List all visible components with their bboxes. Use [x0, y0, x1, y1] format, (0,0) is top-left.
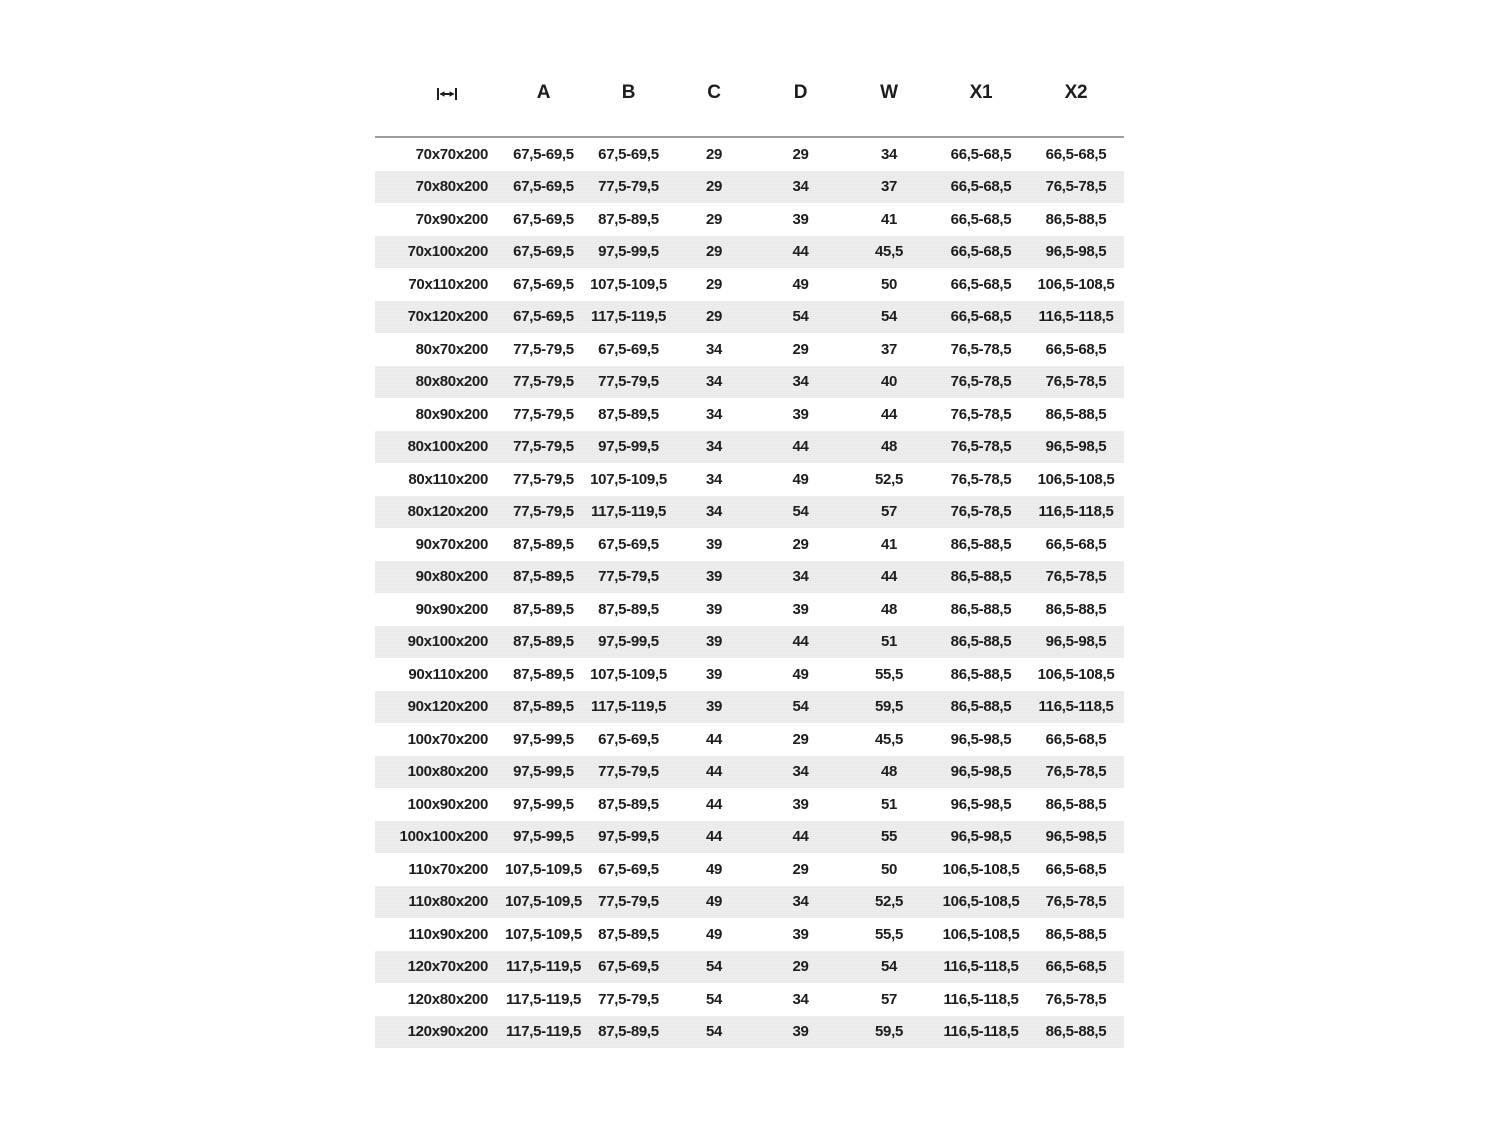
- value-cell: 66,5-68,5: [1045, 535, 1107, 553]
- value-cell: 66,5-68,5: [1045, 145, 1107, 163]
- value-cell: 87,5-89,5: [513, 568, 574, 586]
- value-cell: 39: [792, 210, 809, 228]
- value-cell: 77,5-79,5: [598, 373, 659, 391]
- value-cell: 66,5-68,5: [1045, 340, 1107, 358]
- table-row: [375, 918, 1124, 951]
- value-cell: 50: [880, 275, 898, 293]
- size-cell: 100x80x200: [407, 763, 488, 781]
- value-cell: 34: [705, 373, 723, 391]
- table-row: [375, 951, 1124, 984]
- value-cell: 49: [705, 860, 723, 878]
- value-cell: 96,5-98,5: [950, 730, 1012, 748]
- value-cell: 44: [705, 795, 723, 813]
- value-cell: 116,5-118,5: [943, 958, 1019, 976]
- value-cell: 49: [792, 665, 809, 683]
- value-cell: 67,5-69,5: [598, 535, 659, 553]
- value-cell: 34: [705, 405, 723, 423]
- table-row: [375, 1016, 1124, 1049]
- column-header-c: C: [671, 75, 757, 137]
- value-cell: 44: [705, 763, 723, 781]
- size-cell: 70x80x200: [415, 178, 488, 196]
- table-row: [375, 333, 1124, 366]
- value-cell: 97,5-99,5: [598, 438, 659, 456]
- value-cell: 106,5-108,5: [942, 925, 1020, 943]
- size-cell: 90x120x200: [407, 698, 488, 716]
- value-cell: 96,5-98,5: [950, 763, 1012, 781]
- size-cell: 70x90x200: [415, 210, 488, 228]
- value-cell: 106,5-108,5: [1037, 665, 1115, 683]
- value-cell: 96,5-98,5: [1045, 438, 1107, 456]
- size-cell: 120x80x200: [407, 990, 488, 1008]
- column-header-a: A: [501, 75, 586, 137]
- value-cell: 76,5-78,5: [1045, 178, 1107, 196]
- value-cell: 87,5-89,5: [513, 600, 574, 618]
- value-cell: 67,5-69,5: [513, 178, 574, 196]
- value-cell: 77,5-79,5: [513, 405, 574, 423]
- value-cell: 87,5-89,5: [598, 600, 659, 618]
- value-cell: 97,5-99,5: [513, 795, 574, 813]
- table-row: [375, 398, 1124, 431]
- value-cell: 86,5-88,5: [1045, 405, 1107, 423]
- value-cell: 66,5-68,5: [1045, 958, 1107, 976]
- value-cell: 54: [792, 503, 809, 521]
- value-cell: 40: [880, 373, 898, 391]
- value-cell: 107,5-109,5: [505, 860, 582, 878]
- value-cell: 44: [792, 438, 809, 456]
- value-cell: 77,5-79,5: [513, 373, 574, 391]
- size-cell: 110x90x200: [408, 925, 488, 943]
- size-cell: 120x70x200: [407, 958, 488, 976]
- value-cell: 34: [792, 893, 809, 911]
- value-cell: 39: [705, 633, 723, 651]
- value-cell: 116,5-118,5: [1038, 503, 1114, 521]
- value-cell: 34: [705, 503, 723, 521]
- value-cell: 49: [792, 470, 809, 488]
- value-cell: 44: [792, 633, 809, 651]
- table-row: [375, 626, 1124, 659]
- table-row: [375, 658, 1124, 691]
- column-header-x2: X2: [1028, 75, 1124, 137]
- value-cell: 76,5-78,5: [1045, 568, 1107, 586]
- value-cell: 49: [705, 925, 723, 943]
- value-cell: 116,5-118,5: [943, 990, 1019, 1008]
- value-cell: 107,5-109,5: [590, 470, 667, 488]
- value-cell: 67,5-69,5: [598, 860, 659, 878]
- value-cell: 29: [705, 145, 723, 163]
- value-cell: 67,5-69,5: [513, 308, 574, 326]
- value-cell: 54: [880, 958, 898, 976]
- value-cell: 97,5-99,5: [513, 828, 574, 846]
- value-cell: 76,5-78,5: [950, 470, 1012, 488]
- table-row: [375, 593, 1124, 626]
- value-cell: 86,5-88,5: [950, 535, 1012, 553]
- value-cell: 87,5-89,5: [513, 665, 574, 683]
- value-cell: 97,5-99,5: [598, 828, 659, 846]
- value-cell: 34: [792, 568, 809, 586]
- size-cell: 70x110x200: [408, 275, 488, 293]
- column-header-x1: X1: [934, 75, 1028, 137]
- value-cell: 67,5-69,5: [513, 210, 574, 228]
- size-cell: 110x70x200: [408, 860, 488, 878]
- value-cell: 117,5-119,5: [505, 1023, 582, 1041]
- value-cell: 51: [880, 795, 898, 813]
- table-row: [375, 756, 1124, 789]
- table-row: [375, 561, 1124, 594]
- value-cell: 29: [705, 178, 723, 196]
- value-cell: 86,5-88,5: [1045, 795, 1107, 813]
- table-row: [375, 496, 1124, 529]
- value-cell: 87,5-89,5: [513, 633, 574, 651]
- value-cell: 96,5-98,5: [1045, 633, 1107, 651]
- value-cell: 54: [705, 958, 723, 976]
- value-cell: 67,5-69,5: [598, 730, 659, 748]
- value-cell: 39: [705, 568, 723, 586]
- value-cell: 87,5-89,5: [513, 698, 574, 716]
- value-cell: 37: [880, 178, 898, 196]
- value-cell: 29: [792, 340, 809, 358]
- table-row: [375, 983, 1124, 1016]
- value-cell: 50: [880, 860, 898, 878]
- size-cell: 100x90x200: [407, 795, 488, 813]
- value-cell: 54: [880, 308, 898, 326]
- value-cell: 117,5-119,5: [590, 503, 667, 521]
- value-cell: 29: [705, 275, 723, 293]
- value-cell: 39: [792, 600, 809, 618]
- value-cell: 106,5-108,5: [942, 893, 1020, 911]
- value-cell: 86,5-88,5: [950, 698, 1012, 716]
- size-cell: 90x70x200: [415, 535, 488, 553]
- value-cell: 86,5-88,5: [950, 600, 1012, 618]
- table-header: [375, 75, 1124, 137]
- value-cell: 66,5-68,5: [1045, 730, 1107, 748]
- value-cell: 106,5-108,5: [1037, 275, 1115, 293]
- value-cell: 54: [705, 1023, 723, 1041]
- value-cell: 77,5-79,5: [598, 568, 659, 586]
- size-cell: 70x100x200: [407, 243, 488, 261]
- value-cell: 66,5-68,5: [950, 308, 1012, 326]
- value-cell: 106,5-108,5: [1037, 470, 1115, 488]
- value-cell: 34: [705, 438, 723, 456]
- value-cell: 87,5-89,5: [598, 405, 659, 423]
- value-cell: 48: [880, 763, 898, 781]
- value-cell: 49: [705, 893, 723, 911]
- value-cell: 34: [705, 470, 723, 488]
- table-row: [375, 431, 1124, 464]
- value-cell: 107,5-109,5: [505, 925, 582, 943]
- value-cell: 49: [792, 275, 809, 293]
- size-cell: 80x120x200: [407, 503, 488, 521]
- value-cell: 106,5-108,5: [942, 860, 1020, 878]
- value-cell: 76,5-78,5: [950, 340, 1012, 358]
- table-row: [375, 723, 1124, 756]
- value-cell: 44: [880, 568, 898, 586]
- value-cell: 76,5-78,5: [1045, 763, 1107, 781]
- table-row: [375, 301, 1124, 334]
- column-header-d: D: [757, 75, 844, 137]
- value-cell: 34: [792, 990, 809, 1008]
- value-cell: 57: [880, 503, 898, 521]
- value-cell: 54: [792, 308, 809, 326]
- value-cell: 48: [880, 600, 898, 618]
- table-row: [375, 137, 1124, 171]
- column-header-b: B: [586, 75, 671, 137]
- value-cell: 77,5-79,5: [513, 470, 574, 488]
- value-cell: 66,5-68,5: [950, 210, 1012, 228]
- value-cell: 29: [792, 730, 809, 748]
- value-cell: 87,5-89,5: [598, 795, 659, 813]
- value-cell: 86,5-88,5: [950, 568, 1012, 586]
- value-cell: 29: [792, 145, 809, 163]
- value-cell: 117,5-119,5: [505, 990, 582, 1008]
- value-cell: 97,5-99,5: [598, 633, 659, 651]
- value-cell: 86,5-88,5: [1045, 600, 1107, 618]
- value-cell: 96,5-98,5: [950, 795, 1012, 813]
- value-cell: 87,5-89,5: [598, 1023, 659, 1041]
- size-cell: 110x80x200: [408, 893, 488, 911]
- table-row: [375, 236, 1124, 269]
- value-cell: 44: [792, 243, 809, 261]
- size-cell: 100x70x200: [407, 730, 488, 748]
- table-row: [375, 788, 1124, 821]
- size-cell: 90x100x200: [407, 633, 488, 651]
- value-cell: 55,5: [875, 925, 903, 943]
- size-cell: 80x100x200: [407, 438, 488, 456]
- value-cell: 39: [705, 665, 723, 683]
- value-cell: 66,5-68,5: [950, 275, 1012, 293]
- value-cell: 76,5-78,5: [1045, 990, 1107, 1008]
- value-cell: 45,5: [875, 730, 903, 748]
- value-cell: 76,5-78,5: [1045, 373, 1107, 391]
- value-cell: 39: [792, 925, 809, 943]
- table-row: [375, 691, 1124, 724]
- value-cell: 87,5-89,5: [598, 925, 659, 943]
- size-cell: 70x120x200: [407, 308, 488, 326]
- value-cell: 67,5-69,5: [513, 145, 574, 163]
- value-cell: 77,5-79,5: [598, 893, 659, 911]
- value-cell: 77,5-79,5: [598, 178, 659, 196]
- value-cell: 66,5-68,5: [950, 243, 1012, 261]
- value-cell: 86,5-88,5: [950, 665, 1012, 683]
- value-cell: 67,5-69,5: [598, 340, 659, 358]
- table-header-row: [375, 75, 1124, 137]
- value-cell: 87,5-89,5: [513, 535, 574, 553]
- value-cell: 54: [705, 990, 723, 1008]
- value-cell: 86,5-88,5: [1045, 925, 1107, 943]
- size-cell: 80x80x200: [415, 373, 488, 391]
- value-cell: 96,5-98,5: [1045, 243, 1107, 261]
- column-header-w: W: [844, 75, 934, 137]
- value-cell: 96,5-98,5: [950, 828, 1012, 846]
- value-cell: 52,5: [875, 470, 903, 488]
- size-cell: 80x90x200: [415, 405, 488, 423]
- value-cell: 76,5-78,5: [950, 405, 1012, 423]
- value-cell: 67,5-69,5: [598, 958, 659, 976]
- size-cell: 80x70x200: [415, 340, 488, 358]
- table-row: [375, 853, 1124, 886]
- value-cell: 107,5-109,5: [505, 893, 582, 911]
- value-cell: 116,5-118,5: [943, 1023, 1019, 1041]
- value-cell: 117,5-119,5: [590, 698, 667, 716]
- value-cell: 29: [792, 535, 809, 553]
- table-row: [375, 528, 1124, 561]
- value-cell: 39: [792, 1023, 809, 1041]
- table-row: [375, 821, 1124, 854]
- value-cell: 29: [705, 308, 723, 326]
- value-cell: 107,5-109,5: [590, 665, 667, 683]
- value-cell: 77,5-79,5: [513, 340, 574, 358]
- value-cell: 29: [792, 860, 809, 878]
- value-cell: 48: [880, 438, 898, 456]
- value-cell: 77,5-79,5: [513, 438, 574, 456]
- value-cell: 45,5: [875, 243, 903, 261]
- column-header-size: [375, 75, 501, 137]
- value-cell: 51: [880, 633, 898, 651]
- dimensions-table: [375, 75, 1124, 1048]
- value-cell: 34: [792, 178, 809, 196]
- value-cell: 87,5-89,5: [598, 210, 659, 228]
- value-cell: 41: [880, 210, 898, 228]
- table-row: [375, 366, 1124, 399]
- value-cell: 44: [705, 730, 723, 748]
- value-cell: 67,5-69,5: [513, 275, 574, 293]
- value-cell: 54: [792, 698, 809, 716]
- value-cell: 116,5-118,5: [1038, 308, 1114, 326]
- value-cell: 77,5-79,5: [513, 503, 574, 521]
- value-cell: 59,5: [875, 1023, 903, 1041]
- value-cell: 66,5-68,5: [950, 145, 1012, 163]
- value-cell: 86,5-88,5: [950, 633, 1012, 651]
- value-cell: 41: [880, 535, 898, 553]
- value-cell: 34: [880, 145, 898, 163]
- value-cell: 59,5: [875, 698, 903, 716]
- size-cell: 90x80x200: [415, 568, 488, 586]
- value-cell: 29: [792, 958, 809, 976]
- value-cell: 117,5-119,5: [590, 308, 667, 326]
- value-cell: 29: [705, 243, 723, 261]
- size-cell: 70x70x200: [415, 145, 488, 163]
- value-cell: 77,5-79,5: [598, 763, 659, 781]
- value-cell: 97,5-99,5: [513, 763, 574, 781]
- value-cell: 57: [880, 990, 898, 1008]
- value-cell: 76,5-78,5: [950, 503, 1012, 521]
- value-cell: 34: [792, 763, 809, 781]
- value-cell: 117,5-119,5: [505, 958, 582, 976]
- table-row: [375, 886, 1124, 919]
- table-body: [375, 137, 1124, 1048]
- value-cell: 97,5-99,5: [598, 243, 659, 261]
- value-cell: 116,5-118,5: [1038, 698, 1114, 716]
- value-cell: 66,5-68,5: [950, 178, 1012, 196]
- value-cell: 29: [705, 210, 723, 228]
- value-cell: 67,5-69,5: [598, 145, 659, 163]
- value-cell: 39: [705, 698, 723, 716]
- table-row: [375, 463, 1124, 496]
- value-cell: 77,5-79,5: [598, 990, 659, 1008]
- value-cell: 44: [880, 405, 898, 423]
- value-cell: 34: [705, 340, 723, 358]
- table-row: [375, 268, 1124, 301]
- value-cell: 39: [705, 535, 723, 553]
- size-cell: 100x100x200: [399, 828, 488, 846]
- value-cell: 55,5: [875, 665, 903, 683]
- value-cell: 97,5-99,5: [513, 730, 574, 748]
- value-cell: 55: [880, 828, 898, 846]
- value-cell: 76,5-78,5: [950, 373, 1012, 391]
- value-cell: 67,5-69,5: [513, 243, 574, 261]
- table-row: [375, 203, 1124, 236]
- value-cell: 86,5-88,5: [1045, 210, 1107, 228]
- value-cell: 86,5-88,5: [1045, 1023, 1107, 1041]
- value-cell: 107,5-109,5: [590, 275, 667, 293]
- value-cell: 39: [705, 600, 723, 618]
- value-cell: 34: [792, 373, 809, 391]
- value-cell: 37: [880, 340, 898, 358]
- value-cell: 96,5-98,5: [1045, 828, 1107, 846]
- width-dimension-icon: [436, 86, 458, 106]
- value-cell: 66,5-68,5: [1045, 860, 1107, 878]
- value-cell: 39: [792, 405, 809, 423]
- size-cell: 80x110x200: [408, 470, 488, 488]
- value-cell: 76,5-78,5: [1045, 893, 1107, 911]
- value-cell: 76,5-78,5: [950, 438, 1012, 456]
- size-cell: 120x90x200: [407, 1023, 488, 1041]
- table-row: [375, 171, 1124, 204]
- value-cell: 44: [792, 828, 809, 846]
- size-cell: 90x90x200: [415, 600, 488, 618]
- value-cell: 52,5: [875, 893, 903, 911]
- size-cell: 90x110x200: [408, 665, 488, 683]
- value-cell: 39: [792, 795, 809, 813]
- value-cell: 44: [705, 828, 723, 846]
